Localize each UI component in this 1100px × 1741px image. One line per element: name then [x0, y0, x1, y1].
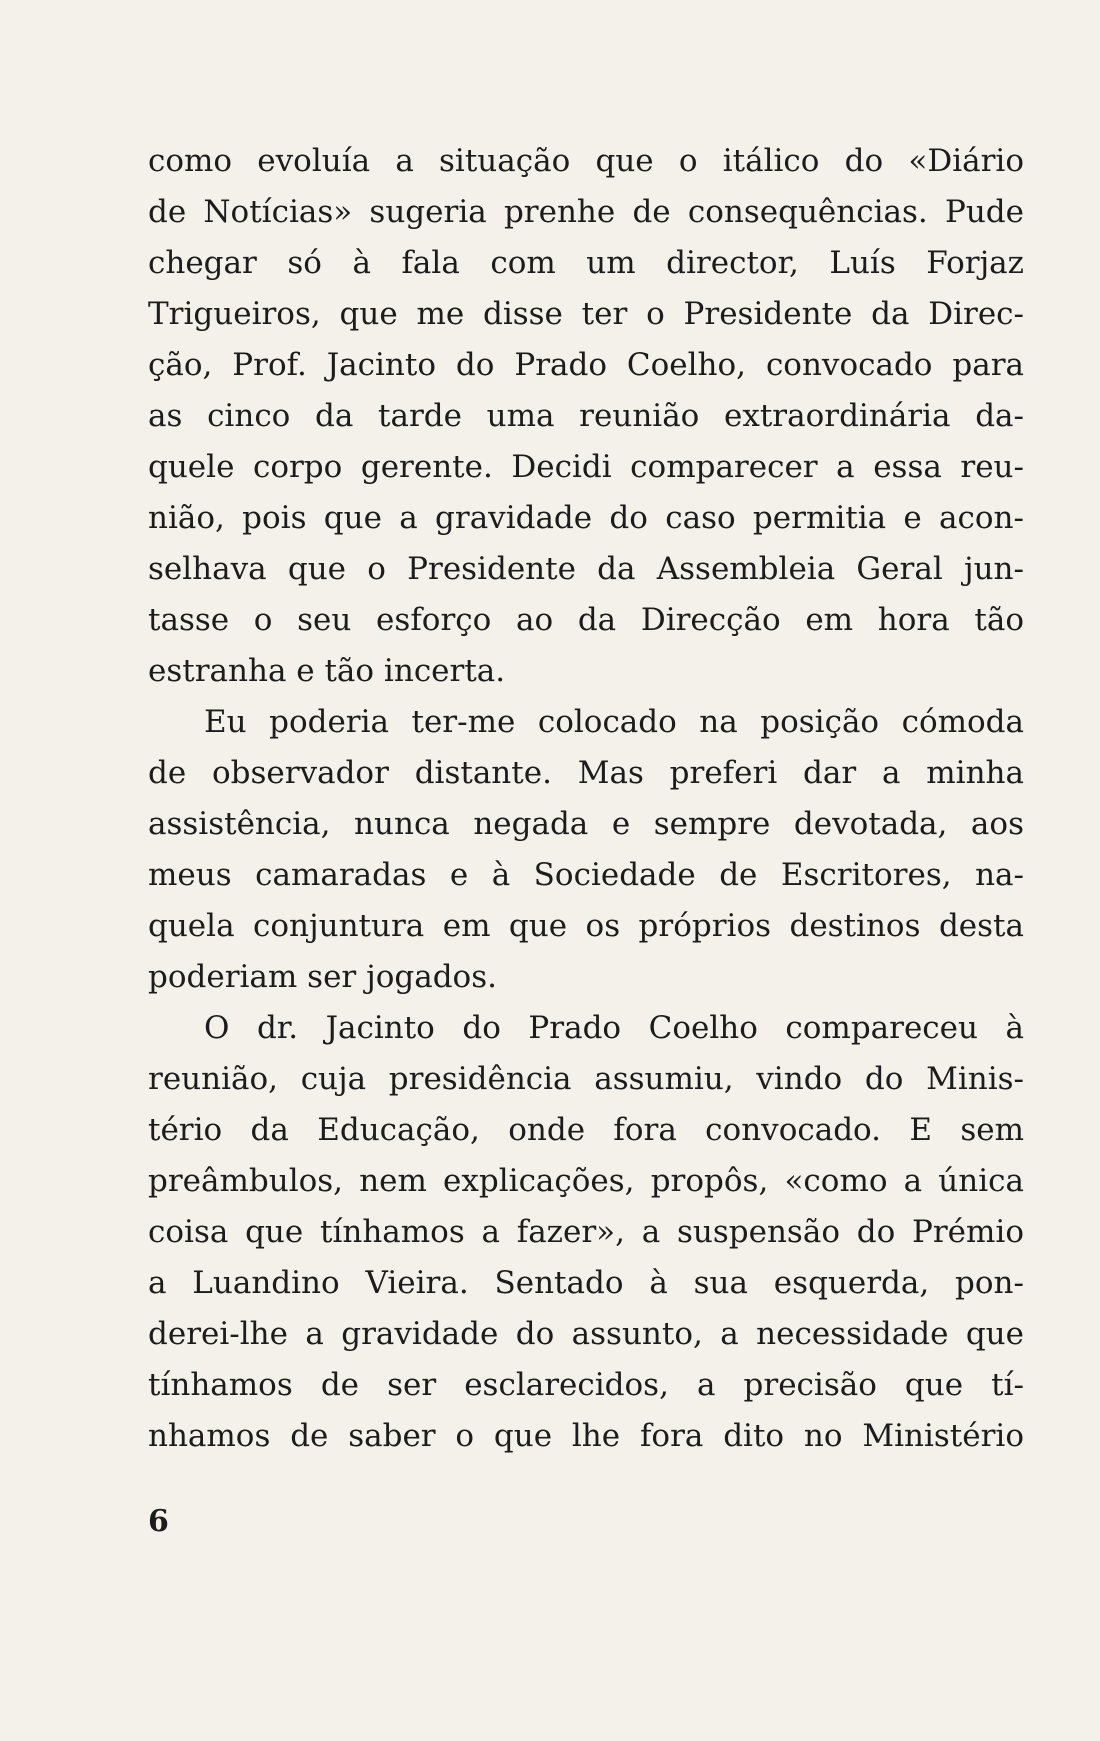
text-line: como evoluía a situação que o itálico do «Diário: [148, 143, 1024, 179]
text-line: tasse o seu esforço ao da Direcção em hora tão: [148, 602, 1024, 638]
text-line: assistência, nunca negada e sempre devotada, aos: [148, 806, 1024, 842]
text-line: tério da Educação, onde fora convocado. E sem: [148, 1112, 1024, 1148]
text-line: O dr. Jacinto do Prado Coelho compareceu à: [204, 1010, 1024, 1046]
page-number: 6: [148, 1504, 169, 1539]
text-line: ção, Prof. Jacinto do Prado Coelho, convocado para: [148, 347, 1024, 383]
text-line: reunião, cuja presidência assumiu, vindo do Minis-: [148, 1061, 1024, 1097]
text-line: nião, pois que a gravidade do caso permitia e acon-: [148, 500, 1024, 536]
text-line: chegar só à fala com um director, Luís Forjaz: [148, 245, 1024, 281]
text-line: as cinco da tarde uma reunião extraordinária da-: [148, 398, 1024, 434]
text-line: estranha e tão incerta.: [148, 653, 506, 689]
text-line: a Luandino Vieira. Sentado à sua esquerda, pon-: [148, 1265, 1024, 1301]
text-line: de observador distante. Mas preferi dar a minha: [148, 755, 1024, 791]
text-line: de Notícias» sugeria prenhe de consequências. Pude: [148, 194, 1024, 230]
text-line: meus camaradas e à Sociedade de Escritores, na-: [148, 857, 1024, 893]
text-line: tínhamos de ser esclarecidos, a precisão que tí-: [148, 1367, 1024, 1403]
text-line: selhava que o Presidente da Assembleia Geral jun-: [148, 551, 1024, 587]
text-line: preâmbulos, nem explicações, propôs, «como a única: [148, 1163, 1024, 1199]
text-line: quela conjuntura em que os próprios destinos desta: [148, 908, 1024, 944]
text-line: quele corpo gerente. Decidi comparecer a essa reu-: [148, 449, 1024, 485]
body-text: [148, 136, 1024, 1462]
text-line: derei-lhe a gravidade do assunto, a necessidade que: [148, 1316, 1024, 1352]
text-line: poderiam ser jogados.: [148, 959, 497, 995]
text-line: Eu poderia ter-me colocado na posição cómoda: [204, 704, 1024, 740]
text-line: coisa que tínhamos a fazer», a suspensão do Prémio: [148, 1214, 1024, 1250]
text-line: nhamos de saber o que lhe fora dito no Ministério: [148, 1418, 1024, 1454]
text-line: Trigueiros, que me disse ter o Presidente da Direc-: [148, 296, 1024, 332]
